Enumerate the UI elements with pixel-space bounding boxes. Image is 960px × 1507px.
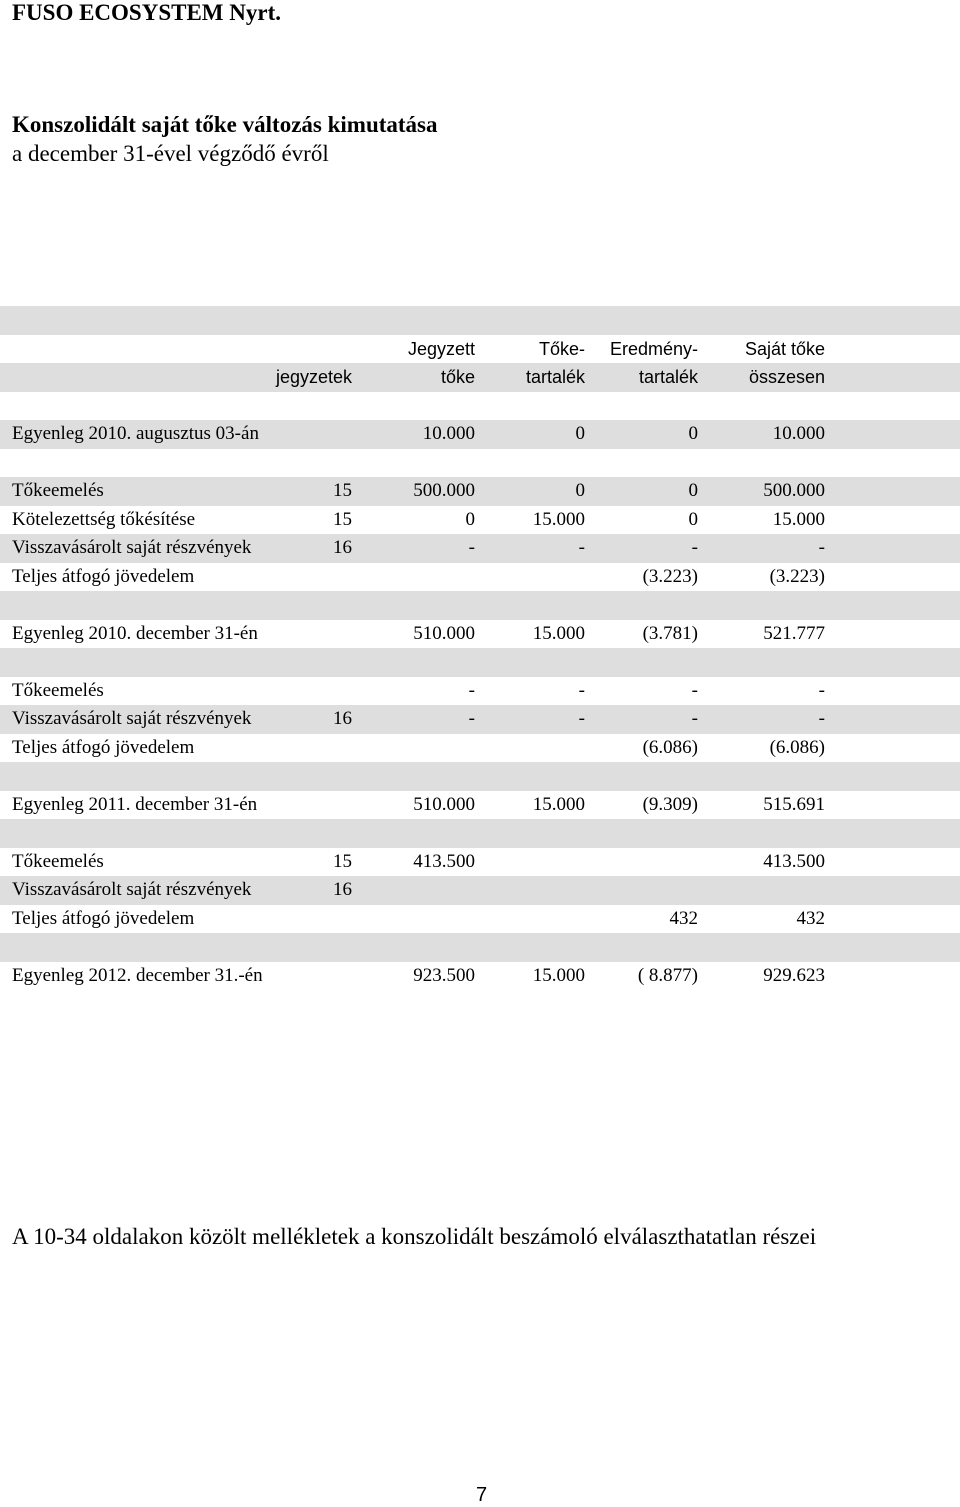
row-osszesen: 521.777: [763, 622, 825, 644]
statement-subtitle: a december 31-ével végződő évről: [12, 141, 329, 166]
row-label: Kötelezettség tőkésítése: [12, 508, 196, 530]
row-label: Visszavásárolt saját részvények: [12, 879, 252, 900]
statement-title: Konszolidált saját tőke változás kimutatása: [12, 112, 438, 137]
row-jegyzett-toke: 510.000: [413, 793, 475, 815]
row-note: 15: [333, 508, 352, 530]
row-eredmeny-tartalek: -: [691, 537, 698, 558]
table-spacer-row: [0, 648, 960, 677]
equity-changes-table: [0, 306, 960, 990]
header-sajat-toke: Saját tőke: [744, 338, 825, 359]
row-osszesen: (3.223): [769, 565, 825, 587]
header-eredmeny: Eredmény-: [609, 338, 698, 359]
row-label: Teljes átfogó jövedelem: [12, 565, 195, 587]
table-row: [0, 420, 960, 449]
header-toke-2: tőke: [440, 367, 475, 387]
table-row: [0, 677, 960, 706]
table-row: [0, 791, 960, 820]
row-toke-tartalek: 15.000: [532, 793, 585, 815]
row-toke-tartalek: 15.000: [532, 964, 585, 986]
row-osszesen: 10.000: [772, 423, 825, 444]
row-toke-tartalek: -: [578, 679, 585, 701]
row-eredmeny-tartalek: 0: [688, 508, 698, 530]
row-jegyzett-toke: -: [468, 708, 475, 729]
row-osszesen: 15.000: [772, 508, 825, 530]
table-row: [0, 506, 960, 535]
row-jegyzett-toke: 413.500: [413, 850, 475, 872]
row-eredmeny-tartalek: (3.223): [642, 565, 698, 587]
table-spacer-row: [0, 819, 960, 848]
row-note: 16: [333, 537, 352, 558]
table-spacer-row: [0, 933, 960, 962]
row-eredmeny-tartalek: (6.086): [642, 736, 698, 758]
table-row: [0, 477, 960, 506]
row-label: Egyenleg 2011. december 31-én: [12, 793, 258, 815]
row-eredmeny-tartalek: (9.309): [642, 793, 698, 815]
row-osszesen: 515.691: [763, 793, 825, 815]
table-spacer-row: [0, 762, 960, 791]
row-eredmeny-tartalek: (3.781): [642, 622, 698, 644]
row-jegyzett-toke: -: [468, 537, 475, 558]
row-jegyzett-toke: 0: [465, 508, 475, 530]
row-label: Visszavásárolt saját részvények: [12, 708, 252, 729]
header-tartalek-2: tartalék: [638, 367, 698, 387]
table-spacer-row: [0, 449, 960, 478]
table-row: [0, 563, 960, 592]
row-osszesen: -: [818, 708, 825, 729]
table-row: [0, 734, 960, 763]
row-note: 16: [333, 879, 352, 900]
row-osszesen: 500.000: [763, 480, 825, 501]
row-osszesen: 929.623: [763, 964, 825, 986]
row-note: 16: [333, 708, 352, 729]
header-tartalek: tartalék: [525, 367, 585, 387]
row-eredmeny-tartalek: -: [691, 708, 698, 729]
row-jegyzett-toke: 10.000: [422, 423, 475, 444]
table-row: [0, 962, 960, 991]
header-toke: Tőke-: [538, 338, 585, 359]
table-row: [0, 876, 960, 905]
row-osszesen: 413.500: [763, 850, 825, 872]
header-jegyzett: Jegyzett: [407, 338, 475, 359]
company-name: FUSO ECOSYSTEM Nyrt.: [12, 0, 281, 25]
table-row: [0, 848, 960, 877]
row-label: Egyenleg 2012. december 31.-én: [12, 964, 263, 986]
row-label: Teljes átfogó jövedelem: [12, 736, 195, 758]
table-row: [0, 705, 960, 734]
footer-note: A 10-34 oldalakon közölt mellékletek a konszolidált beszámoló elválaszthatatlan részei: [12, 1224, 817, 1249]
table-spacer-row: [0, 392, 960, 421]
page-number: 7: [476, 1484, 488, 1506]
row-label: Teljes átfogó jövedelem: [12, 907, 195, 929]
row-toke-tartalek: 15.000: [532, 508, 585, 530]
row-jegyzett-toke: 510.000: [413, 622, 475, 644]
row-toke-tartalek: 15.000: [532, 622, 585, 644]
table-row: [0, 905, 960, 934]
row-toke-tartalek: 0: [575, 423, 585, 444]
row-note: 15: [333, 480, 352, 501]
table-spacer-row: [0, 306, 960, 335]
row-eredmeny-tartalek: 0: [688, 423, 698, 444]
row-jegyzett-toke: -: [468, 679, 475, 701]
row-note: 15: [333, 850, 352, 872]
table-row: [0, 534, 960, 563]
row-eredmeny-tartalek: 0: [688, 480, 698, 501]
table-header-row-2: [0, 363, 960, 392]
row-osszesen: -: [818, 679, 825, 701]
row-toke-tartalek: -: [578, 708, 585, 729]
row-label: Tőkeemelés: [12, 679, 104, 701]
row-osszesen: (6.086): [769, 736, 825, 758]
header-jegyzetek: jegyzetek: [275, 367, 352, 387]
row-eredmeny-tartalek: -: [691, 679, 698, 701]
row-eredmeny-tartalek: ( 8.877): [637, 964, 698, 986]
table-spacer-row: [0, 591, 960, 620]
row-eredmeny-tartalek: 432: [669, 907, 698, 929]
row-osszesen: 432: [796, 907, 825, 929]
table-header-row-1: [0, 335, 960, 364]
table-row: [0, 620, 960, 649]
row-toke-tartalek: 0: [575, 480, 585, 501]
row-label: Tőkeemelés: [12, 480, 104, 501]
row-osszesen: -: [818, 537, 825, 558]
row-toke-tartalek: -: [578, 537, 585, 558]
header-osszesen: összesen: [748, 367, 825, 387]
row-label: Egyenleg 2010. december 31-én: [12, 622, 258, 644]
row-jegyzett-toke: 923.500: [413, 964, 475, 986]
row-label: Visszavásárolt saját részvények: [12, 537, 252, 558]
row-label: Tőkeemelés: [12, 850, 104, 872]
row-jegyzett-toke: 500.000: [413, 480, 475, 501]
row-label: Egyenleg 2010. augusztus 03-án: [12, 423, 259, 444]
